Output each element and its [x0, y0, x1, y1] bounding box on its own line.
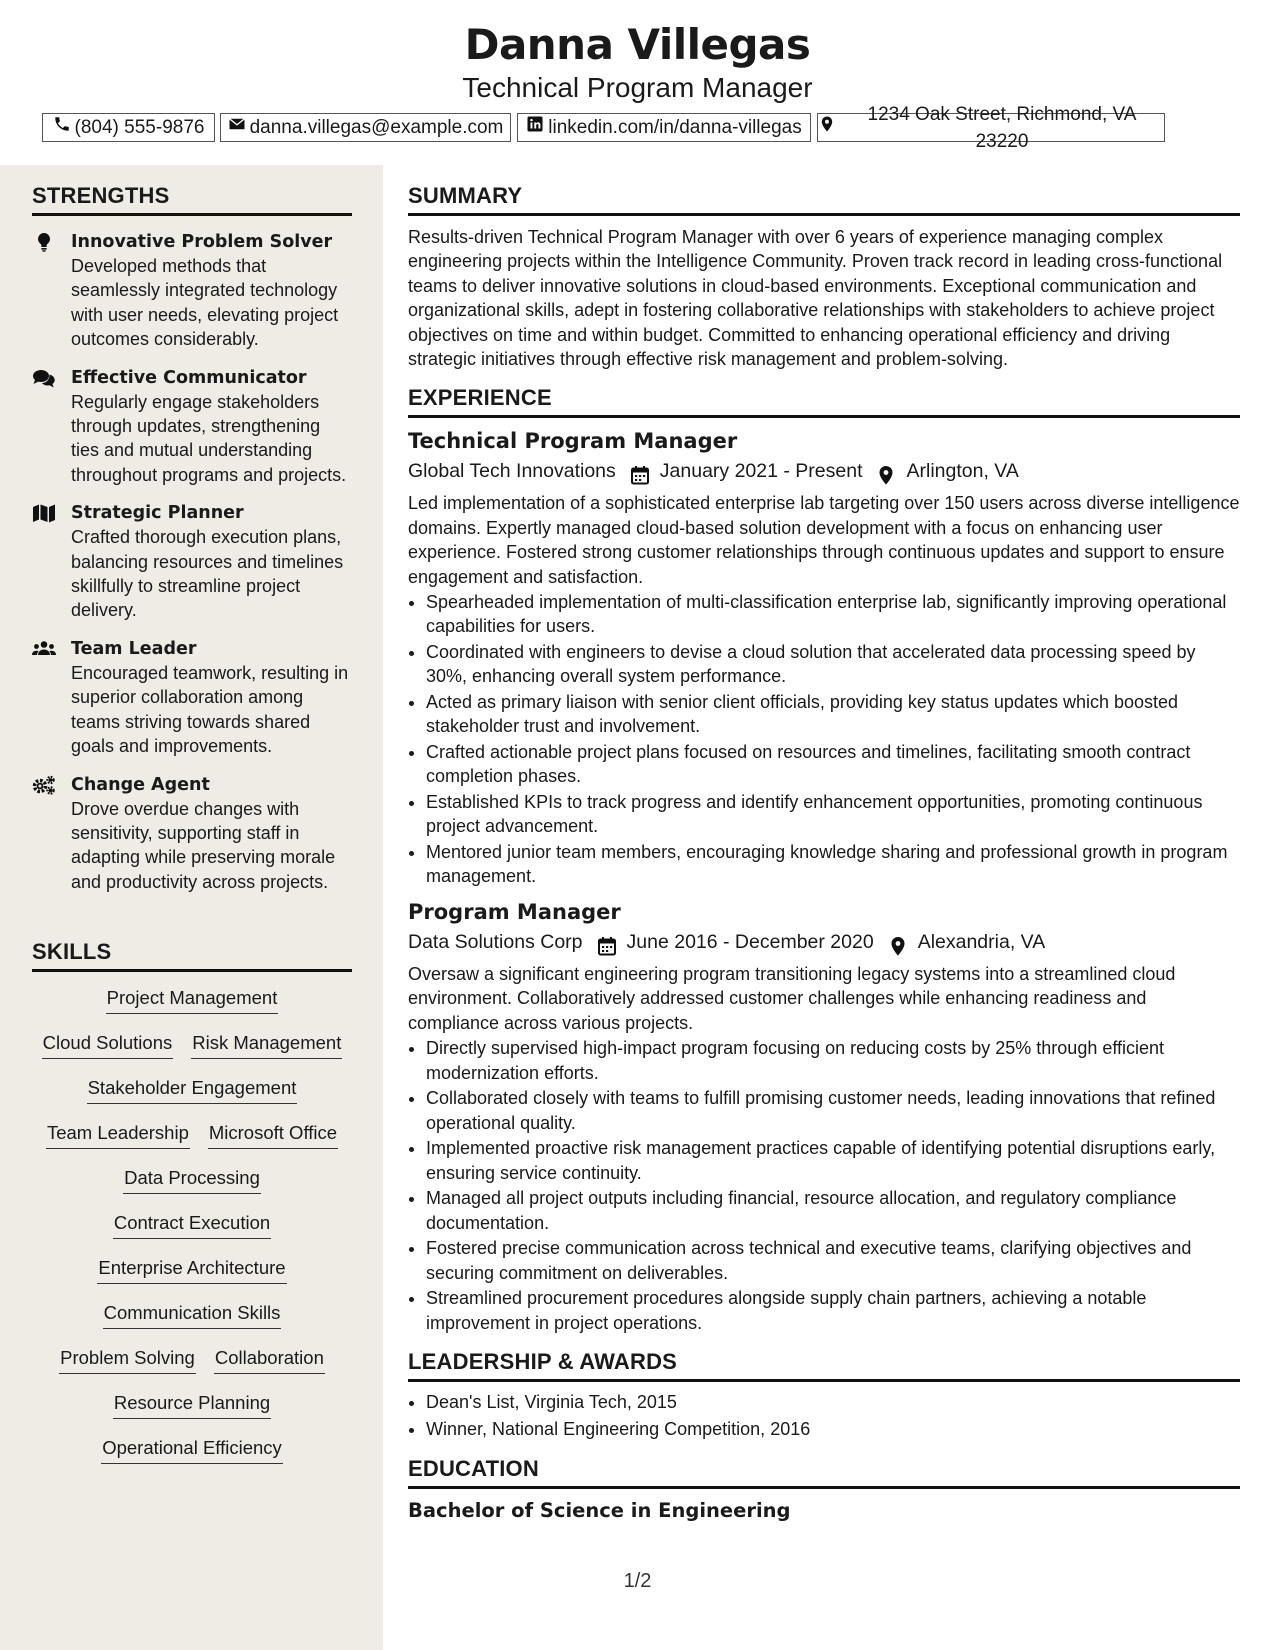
awards-section — [408, 1349, 1240, 1442]
job-entry — [408, 426, 1240, 888]
education-section — [408, 1456, 1240, 1522]
job-title: Program Manager — [408, 899, 621, 924]
skill-tag: Stakeholder Engagement — [87, 1076, 298, 1104]
job-entry — [408, 897, 1240, 1335]
strength-title: Strategic Planner — [71, 503, 244, 524]
job-title: Technical Program Manager — [408, 429, 738, 454]
list-item: • Collaborated closely with teams to fulfill promising customer needs, leading innovations that refined operational quality. — [426, 1086, 1240, 1135]
contact-phone[interactable] — [42, 113, 215, 142]
list-item: • Crafted actionable project plans focused on resources and timelines, facilitating smooth contract completion phases. — [426, 740, 1240, 789]
job-description: Led implementation of a sophisticated enterprise lab targeting over 150 users across diverse intelligence domains. Expertly managed cloud-based solution development with a focus on enhancing user experience. Fostered strong customer relationships through continuous updates and support to ensure engagement and satisfaction. — [408, 493, 1240, 587]
list-item: • Acted as primary liaison with senior client officials, providing key status updates which boosted stakeholder trust and involvement. — [426, 690, 1240, 739]
skill-tag: Communication Skills — [103, 1301, 282, 1329]
strength-title: Change Agent — [71, 774, 210, 795]
skills-list — [32, 986, 352, 1481]
list-item: • Established KPIs to track progress and identify enhancement opportunities, promoting continuous project advancement. — [426, 790, 1240, 839]
skill-tag: Resource Planning — [113, 1391, 271, 1419]
job-location: Alexandria, VA — [917, 930, 1046, 953]
skill-tag: Microsoft Office — [208, 1121, 338, 1149]
list-item: • Winner, National Engineering Competition, 2016 — [426, 1417, 1240, 1441]
sidebar — [0, 165, 383, 1650]
cogs-icon — [32, 775, 56, 795]
contact-email-text: danna.villegas@example.com — [249, 117, 504, 138]
strength-desc: Encouraged teamwork, resulting in superior collaboration among teams striving towards shared goals and improvements. — [71, 662, 349, 757]
strength-desc: Regularly engage stakeholders through updates, strengthening ties and mutual understanding throughout programs and projects. — [71, 391, 347, 485]
calendar-icon — [630, 461, 650, 481]
contact-bar — [42, 103, 1242, 152]
resume-header — [0, 0, 1275, 160]
education-heading: EDUCATION — [408, 1456, 1240, 1489]
skill-tag: Contract Execution — [113, 1211, 271, 1239]
strength-item — [32, 501, 352, 623]
main-content — [408, 165, 1240, 1522]
contact-linkedin-text: linkedin.com/in/danna-villegas — [548, 117, 802, 138]
experience-section — [408, 385, 1240, 1334]
summary-text: Results-driven Technical Program Manager with over 6 years of experience managing complex engineering projects within the Intelligence Community. Proven track record in leading cross-functional teams to deliver innovative solutions in cloud-based environments. Exceptional communication and organizational skills, adept in fostering collaborative relationships with stakeholders to achieve project objectives on time and within budget. Committed to enhancing operational efficiency and driving strategic initiatives through effective risk management and problem-solving. — [408, 227, 1223, 370]
contact-email[interactable] — [220, 113, 511, 142]
list-item: • Streamlined procurement procedures alongside supply chain partners, achieving a notable improvement in project operations. — [426, 1286, 1240, 1335]
experience-heading: EXPERIENCE — [408, 385, 1240, 418]
skill-tag: Project Management — [106, 986, 279, 1014]
summary-section — [408, 183, 1240, 371]
map-marker-icon — [818, 114, 836, 141]
list-item: • Implemented proactive risk management practices capable of identifying potential disruptions early, ensuring service continuity. — [426, 1136, 1240, 1185]
job-meta — [408, 456, 1240, 486]
strength-item — [32, 637, 352, 759]
contact-address[interactable] — [817, 103, 1165, 152]
candidate-name: Danna Villegas — [464, 20, 811, 69]
list-item: • Dean's List, Virginia Tech, 2015 — [426, 1390, 1240, 1414]
list-item: • Spearheaded implementation of multi-classification enterprise lab, significantly improving operational capabilities for users. — [426, 590, 1240, 639]
skill-tag: Enterprise Architecture — [97, 1256, 286, 1284]
contact-phone-text: (804) 555-9876 — [74, 117, 205, 138]
skills-section — [32, 939, 352, 1481]
list-item: • Managed all project outputs including financial, resource allocation, and regulatory compliance documentation. — [426, 1186, 1240, 1235]
awards-list — [408, 1390, 1240, 1442]
list-item: • Directly supervised high-impact program focusing on reducing costs by 25% through efficient modernization efforts. — [426, 1036, 1240, 1085]
education-degree: Bachelor of Science in Engineering — [408, 1498, 791, 1522]
users-icon — [32, 639, 56, 659]
comments-icon — [32, 368, 56, 388]
lightbulb-icon — [32, 232, 56, 252]
strength-desc: Drove overdue changes with sensitivity, supporting staff in adapting while preserving morale and productivity across projects. — [71, 798, 336, 892]
contact-address-text: 1234 Oak Street, Richmond, VA 23220 — [867, 103, 1137, 152]
skill-tag: Collaboration — [214, 1346, 325, 1374]
job-company: Global Tech Innovations — [408, 460, 616, 483]
map-marker-icon — [876, 461, 896, 481]
page-number: 1/2 — [623, 1570, 652, 1592]
job-company: Data Solutions Corp — [408, 930, 583, 953]
strength-item — [32, 366, 352, 488]
strength-desc: Crafted thorough execution plans, balancing resources and timelines skillfully to streamline project delivery. — [71, 527, 344, 621]
list-item: • Coordinated with engineers to devise a cloud solution that accelerated data processing speed by 30%, enhancing overall system performance. — [426, 640, 1240, 689]
strengths-heading: STRENGTHS — [32, 183, 352, 216]
skill-tag: Problem Solving — [59, 1346, 196, 1374]
job-description: Oversaw a significant engineering program transitioning legacy systems into a streamlined cloud environment. Collaboratively addressed customer challenges while enhancing readiness and compliance across various projects. — [408, 963, 1176, 1033]
job-location: Arlington, VA — [906, 460, 1019, 483]
skill-tag: Cloud Solutions — [42, 1031, 174, 1059]
contact-linkedin[interactable] — [517, 113, 811, 142]
strengths-section — [32, 183, 352, 894]
job-bullets — [408, 590, 1240, 889]
calendar-icon — [597, 932, 617, 952]
awards-heading: LEADERSHIP & AWARDS — [408, 1349, 1240, 1382]
skill-tag: Data Processing — [123, 1166, 261, 1194]
candidate-title: Technical Program Manager — [462, 72, 813, 103]
skill-tag: Team Leadership — [46, 1121, 190, 1149]
skill-tag: Risk Management — [191, 1031, 342, 1059]
strength-item — [32, 230, 352, 352]
map-icon — [32, 503, 56, 523]
list-item: • Mentored junior team members, encouraging knowledge sharing and professional growth in program management. — [426, 840, 1240, 889]
job-meta — [408, 927, 1240, 957]
strength-title: Innovative Problem Solver — [71, 232, 333, 252]
strength-title: Effective Communicator — [71, 367, 307, 388]
strength-item — [32, 773, 352, 895]
job-dates: January 2021 - Present — [659, 460, 863, 483]
job-dates: June 2016 - December 2020 — [626, 930, 874, 953]
linkedin-icon — [526, 114, 544, 141]
skills-heading: SKILLS — [32, 939, 352, 972]
list-item: • Fostered precise communication across technical and executive teams, clarifying objectives and securing commitment on deliverables. — [426, 1236, 1240, 1285]
envelope-icon — [228, 114, 246, 141]
summary-heading: SUMMARY — [408, 183, 1240, 216]
phone-icon — [53, 114, 71, 141]
skill-tag: Operational Efficiency — [101, 1436, 283, 1464]
map-marker-icon — [888, 932, 908, 952]
strength-desc: Developed methods that seamlessly integrated technology with user needs, elevating project outcomes considerably. — [71, 256, 339, 350]
job-bullets — [408, 1036, 1240, 1335]
strength-title: Team Leader — [71, 638, 197, 659]
